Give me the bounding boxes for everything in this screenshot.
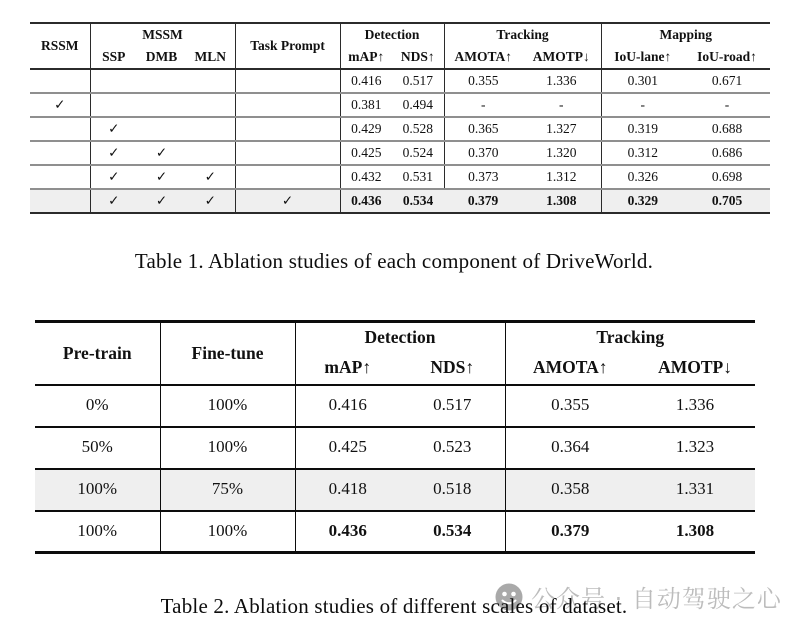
table-row — [35, 385, 755, 427]
table2-caption: Table 2. Ablation studies of different scales of dataset. — [160, 594, 628, 618]
cell-nds: 0.531 — [392, 165, 444, 189]
cell-amotp: 1.308 — [522, 189, 601, 213]
cell-task — [235, 141, 340, 165]
cell-rssm — [30, 141, 90, 165]
cell-map: 0.416 — [351, 72, 382, 88]
cell-pretrain: 0% — [35, 385, 160, 427]
table-row — [30, 69, 770, 93]
cell-rssm — [30, 69, 90, 93]
col-header-mln: MLN — [186, 46, 235, 69]
cell-amotp: 1.323 — [635, 427, 755, 469]
cell-pretrain: 50% — [35, 427, 160, 469]
cell-mln: ✓ — [186, 189, 235, 213]
cell-mln — [186, 141, 235, 165]
cell-iou-road: 0.705 — [684, 189, 770, 213]
col-header-amota: AMOTA↑ — [505, 353, 635, 385]
col-group-tracking: Tracking — [444, 23, 601, 46]
cell-amotp: 1.336 — [675, 395, 715, 415]
col-header-pretrain: Pre-train — [35, 322, 160, 385]
col-header-map: mAP↑ — [295, 353, 400, 385]
cell-mln — [186, 69, 235, 93]
cell-iou-lane: 0.329 — [601, 189, 684, 213]
cell-amota: 0.370 — [444, 141, 522, 165]
col-header-ssp: SSP — [90, 46, 137, 69]
cell-task: ✓ — [235, 189, 340, 213]
cell-amota: 0.379 — [505, 511, 635, 553]
cell-dmb — [137, 93, 186, 117]
col-group-mapping: Mapping — [659, 26, 713, 42]
cell-nds: 0.517 — [400, 385, 505, 427]
cell-iou-road: 0.688 — [684, 117, 770, 141]
col-header-amotp: AMOTP↓ — [522, 46, 601, 69]
col-group-mssm: MSSM — [90, 23, 235, 46]
cell-dmb: ✓ — [137, 189, 186, 213]
cell-mln: ✓ — [186, 165, 235, 189]
cell-dmb — [137, 117, 186, 141]
cell-dmb — [137, 69, 186, 93]
table-header-row-groups — [35, 322, 755, 353]
table-header-row-sub — [30, 46, 770, 69]
col-header-iou-lane: IoU-lane↑ — [601, 46, 684, 69]
table-row-highlighted-best — [30, 189, 770, 213]
cell-mln — [186, 93, 235, 117]
cell-nds: 0.534 — [400, 511, 505, 553]
cell-dmb: ✓ — [137, 165, 186, 189]
cell-dmb: ✓ — [137, 141, 186, 165]
cell-map: 0.381 — [340, 93, 392, 117]
cell-rssm — [30, 189, 90, 213]
cell-rssm: ✓ — [30, 93, 90, 117]
cell-nds: 0.524 — [392, 141, 444, 165]
cell-map: 0.436 — [295, 511, 400, 553]
cell-amotp: 1.327 — [522, 117, 601, 141]
table-row — [30, 117, 770, 141]
cell-rssm — [30, 117, 90, 141]
cell-map: 0.436 — [340, 189, 392, 213]
cell-pretrain: 100% — [35, 511, 160, 553]
cell-ssp — [90, 93, 137, 117]
col-group-detection: Detection — [295, 322, 505, 353]
cell-finetune: 100% — [160, 427, 295, 469]
col-header-finetune: Fine-tune — [160, 322, 295, 385]
col-header-dmb: DMB — [137, 46, 186, 69]
ablation-table-dataset-scales — [35, 320, 755, 554]
cell-iou-road: 0.698 — [684, 165, 770, 189]
table-row-best — [35, 511, 755, 553]
col-header-task-prompt: Task Prompt — [235, 23, 340, 69]
table-row — [30, 93, 770, 117]
cell-ssp: ✓ — [90, 189, 137, 213]
table-row — [30, 165, 770, 189]
cell-mln — [186, 117, 235, 141]
cell-amota: 0.373 — [444, 165, 522, 189]
watermark-text: 公众号 · 自动驾驶之心 — [531, 585, 782, 613]
cell-map: 0.425 — [340, 141, 392, 165]
cell-amota: 0.358 — [505, 469, 635, 511]
cell-amotp: - — [522, 93, 601, 117]
cell-task — [235, 117, 340, 141]
cell-map: 0.425 — [295, 427, 400, 469]
cell-rssm — [30, 165, 90, 189]
cell-finetune: 100% — [160, 385, 295, 427]
cell-nds: 0.534 — [392, 189, 444, 213]
cell-finetune: 100% — [160, 511, 295, 553]
cell-nds: 0.517 — [392, 69, 444, 93]
cell-iou-lane: 0.301 — [627, 72, 658, 88]
cell-amotp: 1.320 — [522, 141, 601, 165]
cell-map: 0.429 — [340, 117, 392, 141]
cell-map: 0.432 — [340, 165, 392, 189]
cell-nds: 0.518 — [400, 469, 505, 511]
cell-amota: 0.355 — [468, 72, 499, 88]
col-header-amota: AMOTA↑ — [444, 46, 522, 69]
cell-amota: 0.379 — [444, 189, 522, 213]
col-header-nds: NDS↑ — [400, 353, 505, 385]
cell-finetune: 75% — [160, 469, 295, 511]
cell-iou-lane: 0.326 — [601, 165, 684, 189]
cell-ssp: ✓ — [90, 117, 137, 141]
cell-amota: 0.355 — [551, 395, 590, 415]
col-group-tracking: Tracking — [596, 327, 665, 348]
cell-iou-road: 0.686 — [684, 141, 770, 165]
cell-amotp: 1.312 — [522, 165, 601, 189]
table1-caption: Table 1. Ablation studies of each component of DriveWorld. — [134, 249, 654, 273]
cell-ssp: ✓ — [90, 165, 137, 189]
cell-map: 0.416 — [328, 395, 367, 415]
cell-nds: 0.523 — [400, 427, 505, 469]
cell-task — [235, 93, 340, 117]
cell-iou-road: 0.671 — [711, 72, 743, 88]
cell-ssp — [90, 69, 137, 93]
cell-nds: 0.494 — [392, 93, 444, 117]
table-row — [30, 141, 770, 165]
cell-amotp: 1.308 — [635, 511, 755, 553]
col-header-nds: NDS↑ — [392, 46, 444, 69]
cell-task — [235, 165, 340, 189]
cell-amotp: 1.331 — [635, 469, 755, 511]
col-header-map: mAP↑ — [340, 46, 392, 69]
cell-amota: 0.364 — [505, 427, 635, 469]
cell-amota: - — [444, 93, 522, 117]
ablation-table-components — [30, 22, 770, 214]
col-header-amotp: AMOTP↓ — [635, 353, 755, 385]
cell-iou-lane: 0.319 — [601, 117, 684, 141]
cell-amotp: 1.336 — [522, 69, 601, 93]
col-header-iou-road: IoU-road↑ — [684, 46, 770, 69]
table-row-highlighted — [35, 469, 755, 511]
cell-task — [235, 69, 340, 93]
cell-pretrain: 100% — [35, 469, 160, 511]
cell-amota: 0.365 — [444, 117, 522, 141]
cell-nds: 0.528 — [392, 117, 444, 141]
cell-iou-road: - — [684, 93, 770, 117]
cell-iou-lane: 0.312 — [601, 141, 684, 165]
cell-map: 0.418 — [295, 469, 400, 511]
cell-iou-lane: - — [601, 93, 684, 117]
table-row — [35, 427, 755, 469]
cell-ssp: ✓ — [90, 141, 137, 165]
col-header-rssm: RSSM — [30, 23, 90, 69]
col-group-detection: Detection — [340, 23, 444, 46]
table-header-row-groups — [30, 23, 770, 46]
